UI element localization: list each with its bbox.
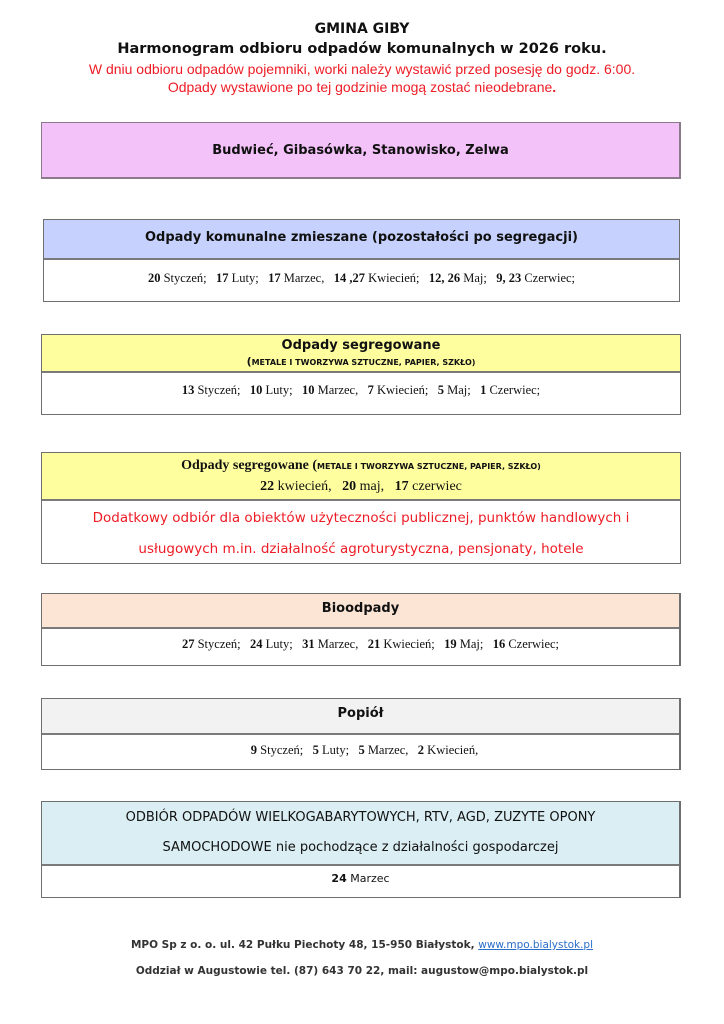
collection-month: maj,: [356, 479, 385, 494]
segregated-extra-note-line-1: Dodatkowy odbiór dla obiektów użyteczności publicznej, punktów handlowych i: [92, 510, 630, 526]
ash-table: [41, 698, 681, 770]
collection-date: [493, 637, 559, 651]
mixed-waste-header: Odpady komunalne zmieszane (pozostałości po segregacji): [44, 220, 679, 260]
segregated-extra-note: [42, 501, 680, 565]
collection-month: Styczeń;: [194, 637, 241, 651]
collection-day: 31: [302, 637, 315, 651]
ash-header: Popiół: [42, 699, 679, 735]
collection-day: 14 ,27: [333, 271, 365, 285]
collection-day: 5: [437, 383, 444, 397]
collection-date: [418, 743, 478, 757]
collection-date: [358, 743, 408, 757]
collection-day: 12, 26: [428, 271, 461, 285]
collection-date: [438, 383, 471, 397]
collection-date: [302, 637, 358, 651]
segregated-extra-header: [42, 453, 680, 501]
collection-month: Marzec,: [314, 383, 359, 397]
collection-date: [313, 743, 349, 757]
notice-line-2-text: Odpady wystawione po tej godzinie mogą zostać nieodebrane: [167, 79, 553, 95]
bio-waste-dates: [42, 629, 679, 665]
collection-day: 9: [250, 743, 258, 757]
collection-day: 5: [312, 743, 319, 757]
collection-month: Kwiecień;: [364, 271, 420, 285]
collection-month: czerwiec: [408, 479, 462, 494]
collection-day: 20: [342, 479, 357, 494]
collection-day: 7: [367, 383, 374, 397]
collection-month: Maj;: [456, 637, 484, 651]
collection-month: Marzec: [346, 872, 390, 885]
collection-day: 1: [480, 383, 487, 397]
segregated-extra-title-text: Odpady segregowane (: [181, 458, 317, 473]
segregated-waste-header: [42, 335, 680, 373]
collection-day: 17: [268, 271, 281, 285]
collection-month: Styczeń;: [257, 743, 304, 757]
collection-date: [342, 479, 384, 494]
collection-month: Luty;: [318, 743, 350, 757]
notice-line-2-period: .: [552, 79, 557, 95]
collection-day: 2: [417, 743, 425, 757]
collection-date: [302, 383, 358, 397]
collection-month: Maj;: [443, 383, 471, 397]
collection-month: Luty;: [228, 271, 259, 285]
collection-month: Marzec,: [314, 637, 359, 651]
segregated-extra-materials: METALE I TWORZYWA SZTUCZNE, PAPIER, SZKŁO): [317, 462, 541, 471]
collection-month: Styczeń;: [160, 271, 207, 285]
collection-month: Styczeń;: [194, 383, 241, 397]
collection-month: Czerwiec;: [521, 271, 576, 285]
mixed-waste-table: [43, 219, 680, 302]
collection-month: kwiecień,: [274, 479, 332, 494]
segregated-waste-dates: [42, 373, 680, 414]
collection-date: [216, 271, 259, 285]
segregated-extra-note-line-2: usługowych m.in. działalność agroturystyczna, pensjonaty, hotele: [138, 541, 584, 557]
collection-day: 10: [302, 383, 315, 397]
collection-day: 27: [181, 637, 195, 651]
collection-day: 19: [444, 637, 457, 651]
footer-contact: Oddział w Augustowie tel. (87) 643 70 22, mail: augustow@mpo.bialystok.pl: [135, 965, 589, 977]
segregated-waste-subtitle: [42, 355, 680, 370]
collection-month: Luty;: [262, 383, 293, 397]
mixed-waste-dates: [44, 260, 679, 301]
footer-website-link[interactable]: www.mpo.bialystok.pl: [478, 939, 594, 951]
segregated-waste-table: [41, 334, 681, 415]
collection-month: Czerwiec;: [486, 383, 541, 397]
collection-date: [331, 872, 389, 885]
collection-date: [334, 271, 420, 285]
collection-day: 13: [181, 383, 195, 397]
collection-date: [496, 271, 575, 285]
collection-day: 24: [331, 872, 347, 885]
schedule-title: Harmonogram odbioru odpadów komunalnych w 2026 roku.: [117, 41, 607, 57]
segregated-waste-materials: METALE I TWORZYWA SZTUCZNE, PAPIER, SZKŁO): [251, 358, 476, 367]
collection-date: [182, 637, 241, 651]
footer-address: [0, 939, 724, 951]
collection-date: [368, 637, 435, 651]
collection-month: Kwiecień,: [424, 743, 479, 757]
bulky-waste-dates: [42, 866, 679, 897]
collection-day: 5: [358, 743, 365, 757]
locations-banner: Budwieć, Gibasówka, Stanowisko, Zelwa: [41, 122, 681, 179]
collection-date: [260, 479, 332, 494]
collection-month: Maj;: [460, 271, 487, 285]
municipality-title: GMINA GIBY: [314, 21, 410, 37]
collection-day: 17: [216, 271, 229, 285]
collection-month: Czerwiec;: [505, 637, 560, 651]
collection-month: Kwiecień;: [373, 383, 429, 397]
bulky-waste-header: [42, 802, 679, 866]
collection-date: [251, 743, 303, 757]
collection-month: Marzec,: [280, 271, 325, 285]
collection-date: [395, 479, 462, 494]
collection-date: [148, 271, 207, 285]
paren: (: [246, 355, 252, 368]
ash-dates: [42, 735, 679, 769]
segregated-extra-dates: [42, 477, 680, 497]
notice-line-2: [0, 79, 724, 95]
bulky-waste-title-line-2: SAMOCHODOWE nie pochodzące z działalności gospodarczej: [162, 840, 559, 855]
collection-day: 22: [260, 479, 275, 494]
collection-day: 17: [394, 479, 409, 494]
collection-day: 20: [147, 271, 161, 285]
collection-date: [444, 637, 483, 651]
collection-month: Luty;: [262, 637, 293, 651]
notice-line-1: W dniu odbioru odpadów pojemniki, worki należy wystawić przed posesję do godz. 6:00.: [88, 61, 636, 77]
segregated-extra-table: [41, 452, 681, 564]
collection-date: [480, 383, 540, 397]
collection-month: Kwiecień;: [380, 637, 435, 651]
collection-day: 24: [250, 637, 263, 651]
collection-date: [268, 271, 324, 285]
segregated-waste-title: Odpady segregowane: [281, 338, 441, 353]
collection-month: Marzec,: [364, 743, 409, 757]
collection-day: 9, 23: [496, 271, 522, 285]
collection-date: [250, 637, 293, 651]
bulky-waste-table: [41, 801, 681, 898]
bio-waste-table: [41, 593, 681, 666]
bio-waste-header: Bioodpady: [42, 594, 679, 629]
collection-date: [429, 271, 487, 285]
collection-date: [368, 383, 429, 397]
collection-day: 16: [492, 637, 506, 651]
collection-day: 21: [367, 637, 381, 651]
collection-date: [250, 383, 293, 397]
bulky-waste-title-line-1: ODBIÓR ODPADÓW WIELKOGABARYTOWYCH, RTV, AGD, ZUZYTE OPONY: [125, 810, 596, 825]
collection-date: [182, 383, 241, 397]
footer-address-text: MPO Sp z o. o. ul. 42 Pułku Piechoty 48, 15-950 Białystok,: [130, 939, 479, 951]
collection-day: 10: [249, 383, 263, 397]
segregated-extra-title: [42, 456, 680, 477]
